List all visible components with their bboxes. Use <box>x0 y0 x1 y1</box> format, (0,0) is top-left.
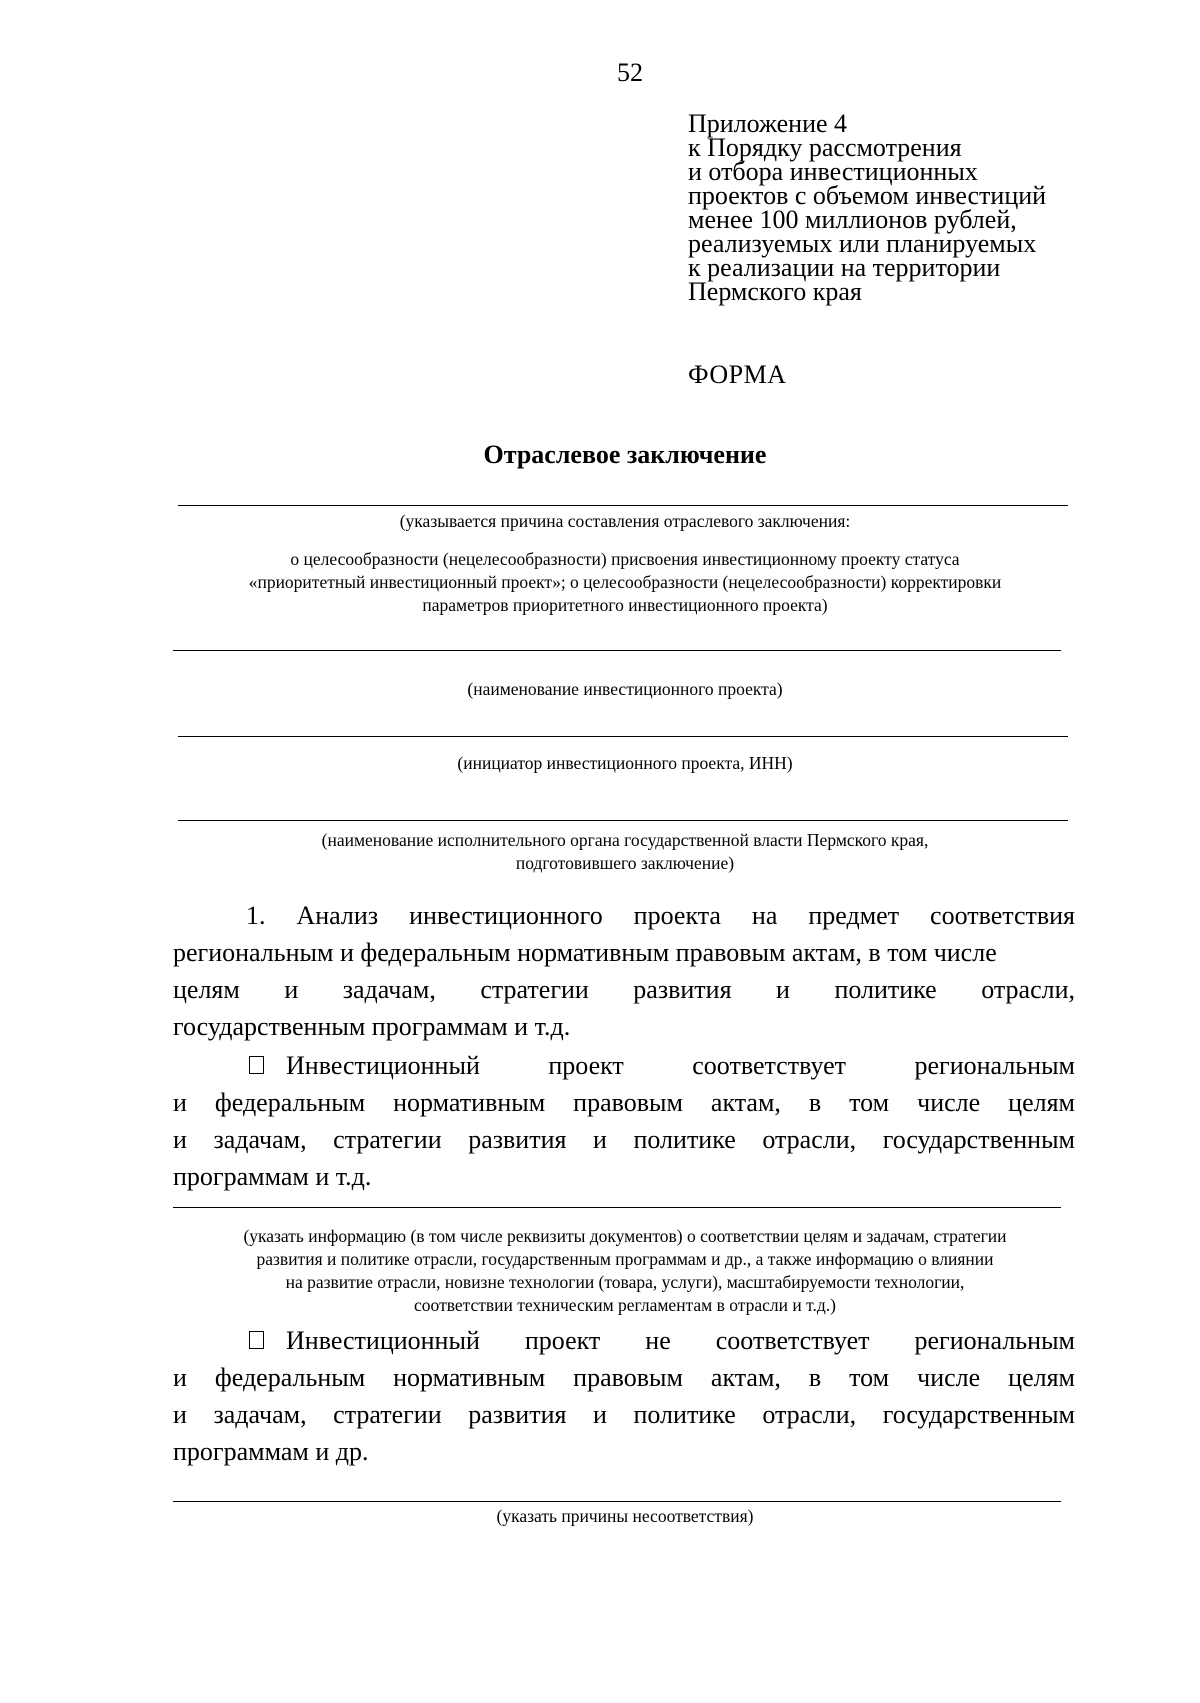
paragraph-line: и задачам, стратегии развития и политике отрасли, государственным <box>173 1400 1075 1429</box>
complies-checkbox[interactable] <box>249 1056 264 1074</box>
appendix-line: Приложение 4 <box>688 109 848 138</box>
option-complies <box>173 1047 1075 1195</box>
appendix-line: к Порядку рассмотрения <box>688 133 962 162</box>
authority-caption <box>160 829 1090 875</box>
paragraph-line: целям и задачам, стратегии развития и политике отрасли, <box>173 975 1075 1004</box>
paragraph-line: региональным и федеральным нормативным правовым актам, в том числе <box>173 938 997 967</box>
document-title: Отраслевое заключение <box>483 440 767 469</box>
paragraph-line: Инвестиционный проект соответствует региональным <box>286 1051 1075 1080</box>
paragraph-line: и федеральным нормативным правовым актам, в том числе целям <box>173 1088 1075 1117</box>
reason-fill-line[interactable] <box>178 505 1068 506</box>
initiator-caption: (инициатор инвестиционного проекта, ИНН) <box>457 753 793 773</box>
paragraph-line: Инвестиционный проект не соответствует региональным <box>286 1326 1075 1355</box>
paragraph-line: и федеральным нормативным правовым актам, в том числе целям <box>173 1363 1075 1392</box>
paragraph-line: программам и т.д. <box>173 1162 372 1191</box>
caption-line: параметров приоритетного инвестиционного проекта) <box>422 595 828 615</box>
caption-line: (указать информацию (в том числе реквизиты документов) о соответствии целям и задачам, стратегии <box>243 1226 1007 1246</box>
caption-line: (наименование исполнительного органа государственной власти Пермского края, <box>321 830 929 850</box>
authority-fill-line[interactable] <box>178 820 1068 821</box>
appendix-header <box>688 109 1108 306</box>
complies-fill-line[interactable] <box>173 1207 1061 1208</box>
caption-line: развития и политике отрасли, государственным программам и др., а также информацию о влиянии <box>256 1249 994 1269</box>
paragraph-line: программам и др. <box>173 1437 369 1466</box>
appendix-line: и отбора инвестиционных <box>688 157 978 186</box>
paragraph-line: государственным программам и т.д. <box>173 1012 571 1041</box>
caption-line: соответствии техническим регламентам в отрасли и т.д.) <box>414 1295 836 1315</box>
not-complies-caption: (указать причины несоответствия) <box>496 1506 754 1526</box>
complies-caption <box>160 1225 1090 1317</box>
paragraph-line: 1. Анализ инвестиционного проекта на предмет соответствия <box>246 901 1075 930</box>
caption-line: на развитие отрасли, новизне технологии (товара, услуги), масштабируемости технологии, <box>285 1272 965 1292</box>
caption-line: подготовившего заключение) <box>515 853 735 873</box>
caption-line: о целесообразности (нецелесообразности) присвоения инвестиционному проекту статуса <box>290 549 960 569</box>
caption-line: (указывается причина составления отраслевого заключения: <box>399 511 851 531</box>
appendix-line: к реализации на территории <box>688 253 1001 282</box>
appendix-line: реализуемых или планируемых <box>688 229 1037 258</box>
project-name-fill-line[interactable] <box>173 650 1061 651</box>
initiator-fill-line[interactable] <box>178 736 1068 737</box>
reason-caption <box>160 510 1090 533</box>
page-number: 52 <box>617 58 643 87</box>
appendix-line: проектов с объемом инвестиций <box>688 181 1047 210</box>
not-complies-checkbox[interactable] <box>249 1331 264 1349</box>
reason-caption-body <box>160 548 1090 617</box>
option-not-complies-first-line <box>173 1322 1075 1359</box>
option-not-complies <box>173 1322 1075 1470</box>
not-complies-fill-line[interactable] <box>173 1501 1061 1502</box>
caption-line: «приоритетный инвестиционный проект»; о целесообразности (нецелесообразности) корректировки <box>248 572 1002 592</box>
project-name-caption: (наименование инвестиционного проекта) <box>467 679 783 699</box>
section-1-heading <box>173 897 1075 1045</box>
appendix-line: Пермского края <box>688 277 862 306</box>
paragraph-line: и задачам, стратегии развития и политике отрасли, государственным <box>173 1125 1075 1154</box>
form-label: ФОРМА <box>688 360 787 389</box>
option-complies-first-line <box>173 1047 1075 1084</box>
appendix-line: менее 100 миллионов рублей, <box>688 205 1017 234</box>
